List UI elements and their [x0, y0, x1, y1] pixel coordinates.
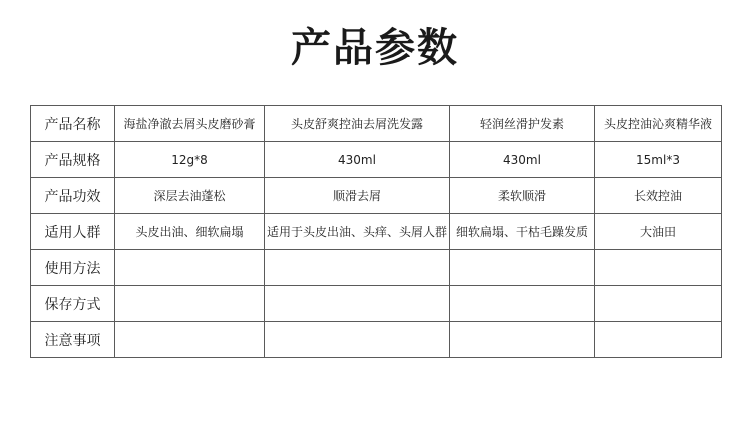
table-cell: 顺滑去屑	[265, 178, 450, 214]
row-header-product-effect: 产品功效	[31, 178, 115, 214]
table-row-notes	[31, 322, 722, 358]
product-spec-table	[30, 105, 722, 358]
table-cell	[595, 286, 722, 322]
row-header-usage: 使用方法	[31, 250, 115, 286]
table-row-product-effect	[31, 178, 722, 214]
row-header-storage: 保存方式	[31, 286, 115, 322]
table-cell	[115, 322, 265, 358]
table-cell	[450, 322, 595, 358]
table-cell: 430ml	[450, 142, 595, 178]
table-cell	[450, 286, 595, 322]
table-cell: 海盐净澈去屑头皮磨砂膏	[115, 106, 265, 142]
table-cell	[265, 250, 450, 286]
table-cell: 柔软顺滑	[450, 178, 595, 214]
table-cell: 轻润丝滑护发素	[450, 106, 595, 142]
row-header-product-name: 产品名称	[31, 106, 115, 142]
table-cell	[115, 250, 265, 286]
table-cell	[265, 286, 450, 322]
row-header-product-spec: 产品规格	[31, 142, 115, 178]
table-cell: 头皮控油沁爽精华液	[595, 106, 722, 142]
table-cell: 深层去油蓬松	[115, 178, 265, 214]
row-header-target-users: 适用人群	[31, 214, 115, 250]
table-cell: 长效控油	[595, 178, 722, 214]
table-cell: 适用于头皮出油、头痒、头屑人群	[265, 214, 450, 250]
table-row-usage	[31, 250, 722, 286]
table-cell: 430ml	[265, 142, 450, 178]
table-cell: 大油田	[595, 214, 722, 250]
page-title: 产品参数	[291, 25, 459, 71]
table-row-storage	[31, 286, 722, 322]
table-cell: 12g*8	[115, 142, 265, 178]
table-row-target-users	[31, 214, 722, 250]
table-cell: 头皮舒爽控油去屑洗发露	[265, 106, 450, 142]
row-header-notes: 注意事项	[31, 322, 115, 358]
table-cell: 细软扁塌、干枯毛躁发质	[450, 214, 595, 250]
table-cell	[595, 250, 722, 286]
table-cell	[115, 286, 265, 322]
table-cell	[265, 322, 450, 358]
table-cell	[450, 250, 595, 286]
table-row-product-name	[31, 106, 722, 142]
table-cell: 15ml*3	[595, 142, 722, 178]
table-row-product-spec	[31, 142, 722, 178]
table-cell: 头皮出油、细软扁塌	[115, 214, 265, 250]
table-cell	[595, 322, 722, 358]
